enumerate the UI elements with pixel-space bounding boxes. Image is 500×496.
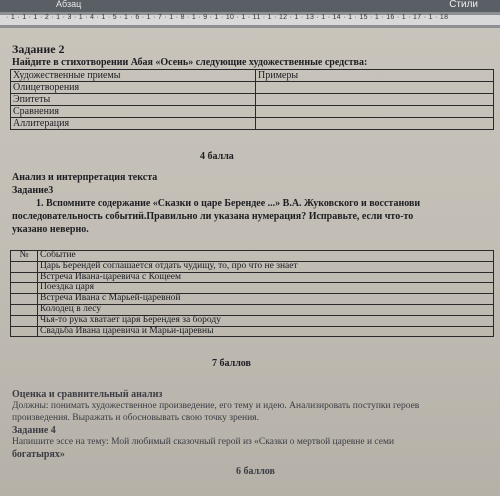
- ruler-ticks: · 1 · 1 · 1 · 2 · 1 · 3 · 1 · 4 · 1 · 5 · 1 · 6 · 1 · 7 · 1 · 8 · 1 · 9 · 1 · 10 · 1 · 11 · 1 · 12 · 1 · 13 · 1 · 14 · 1 · 15 · 1 · 16 · 1 · 17 · 1 · 18: [6, 14, 449, 21]
- task3-table: [10, 250, 494, 337]
- paragraph-group-label[interactable]: Абзац: [56, 0, 82, 9]
- task3-line1: 1. Вспомните содержание «Сказки о царе Берендее ...» В.А. Жуковского и восстанови: [36, 198, 421, 209]
- task2-table: [10, 69, 494, 130]
- example-cell[interactable]: [256, 94, 494, 106]
- table-row: [11, 326, 494, 337]
- example-cell[interactable]: [256, 82, 494, 94]
- event-cell: Встреча Ивана с Марьей-царевной: [38, 294, 494, 305]
- task4-line3: Напишите эссе на тему: Мой любимый сказочный герой из «Сказки о мертвой царевне и семи: [12, 437, 395, 447]
- table-row: [11, 251, 494, 262]
- table-row: [11, 304, 494, 315]
- technique-cell: Эпитеты: [11, 94, 256, 106]
- number-cell[interactable]: [11, 304, 38, 315]
- ribbon-bar: [0, 0, 500, 12]
- example-cell[interactable]: [256, 118, 494, 130]
- table-row: [11, 315, 494, 326]
- styles-group-label[interactable]: Стили: [449, 0, 478, 10]
- number-cell[interactable]: [11, 283, 38, 294]
- table-row: [11, 261, 494, 272]
- technique-cell: Аллитерация: [11, 118, 256, 130]
- task4-line2: произведения. Выражать и обосновывать свою точку зрения.: [12, 413, 259, 423]
- table-row: [11, 70, 494, 82]
- task3-line3: указано неверно.: [12, 224, 89, 235]
- table-row: [11, 106, 494, 118]
- event-cell: Чья-то рука хватает царя Берендея за бороду: [38, 315, 494, 326]
- technique-cell: Олицетворения: [11, 82, 256, 94]
- task2-subtitle: Найдите в стихотворении Абая «Осень» следующие художественные средства:: [12, 57, 368, 68]
- task4-score: 6 баллов: [236, 466, 275, 477]
- task4-line1: Должны: понимать художественное произведение, его тему и идею. Анализировать поступки героев: [12, 401, 420, 411]
- event-cell: Поездка царя: [38, 283, 494, 294]
- task3-title: Задание3: [12, 185, 54, 196]
- event-cell: Колодец в лесу: [38, 304, 494, 315]
- event-cell: Встреча Ивана-царевича с Кощеем: [38, 272, 494, 283]
- table-row: [11, 272, 494, 283]
- table-row: [11, 118, 494, 130]
- example-cell[interactable]: [256, 106, 494, 118]
- task2-title: Задание 2: [12, 42, 65, 56]
- task3-section-title: Анализ и интерпретация текста: [12, 172, 158, 183]
- event-cell: Царь Берендей соглашается отдать чудищу, то, про что не знает: [38, 261, 494, 272]
- table-row: [11, 94, 494, 106]
- horizontal-ruler[interactable]: [0, 12, 500, 28]
- task4-title: Задание 4: [12, 425, 56, 436]
- task3-line2: последовательность событий.Правильно ли указана нумерация? Исправьте, если что-то: [12, 211, 414, 222]
- task4-section-title: Оценка и сравнительный анализ: [12, 389, 163, 400]
- number-cell[interactable]: [11, 261, 38, 272]
- number-cell[interactable]: [11, 272, 38, 283]
- task2-score: 4 балла: [200, 151, 234, 162]
- table-row: [11, 82, 494, 94]
- document-page[interactable]: [0, 28, 500, 496]
- header-examples: Примеры: [256, 70, 494, 82]
- event-cell: Свадьба Ивана царевича и Марьи-царевны: [38, 326, 494, 337]
- number-cell[interactable]: [11, 294, 38, 305]
- number-cell[interactable]: [11, 315, 38, 326]
- task3-score: 7 баллов: [212, 358, 251, 369]
- number-cell[interactable]: [11, 326, 38, 337]
- technique-cell: Сравнения: [11, 106, 256, 118]
- header-event: Событие: [38, 251, 494, 262]
- table-row: [11, 294, 494, 305]
- header-techniques: Художественные приемы: [11, 70, 256, 82]
- task4-line4: богатырях»: [12, 449, 65, 460]
- header-number: №: [11, 251, 38, 262]
